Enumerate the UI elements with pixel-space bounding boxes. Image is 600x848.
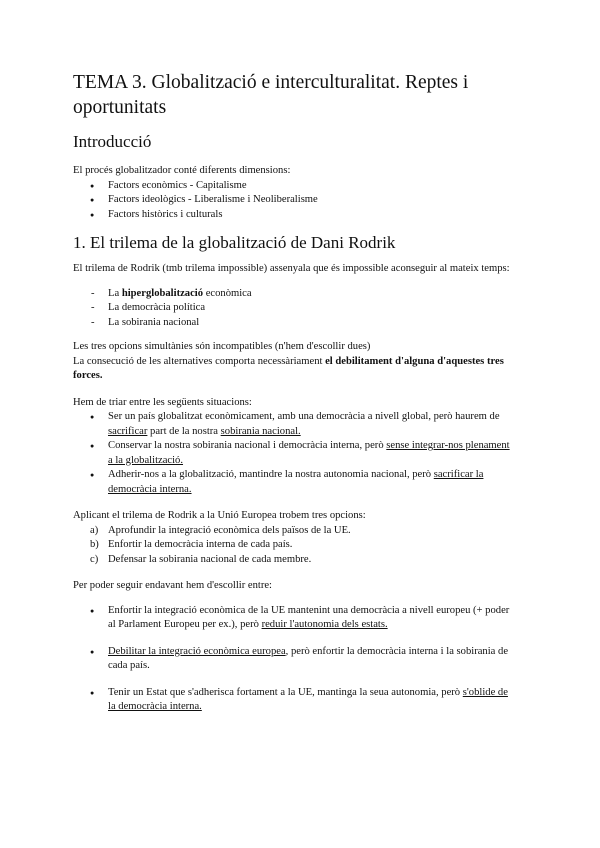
list-item: b) Enfortir la democràcia interna de cada país. [90,539,293,550]
list-item: - La sobirania nacional [73,316,513,331]
list-item: c) Defensar la sobirania nacional de cada membre. [90,553,312,565]
list-item: - La hiperglobalització econòmica [73,287,513,302]
paragraph: Aplicant el trilema de Rodrik a la Unió Europea trobem tres opcions: [73,510,366,521]
list-item: ● Adherir-nos a la globalització, mantindre la nostra autonomia nacional, però sacrificar la democràcia interna. [73,468,513,497]
paragraph: Hem de triar entre les següents situacions: [73,396,252,408]
list-item: - La democràcia política [73,301,513,316]
eu-options-list [73,524,513,568]
list-item: ● Tenir un Estat que s'adherisca fortament a la UE, mantinga la seua autonomia, però s'oblide de la democràcia interna. [73,686,513,715]
paragraph: Les tres opcions simultànies són incompatibles (n'hem d'escollir dues) [73,341,371,352]
paragraph: La consecució de les alternatives comporta necessàriament el debilitament d'alguna d'aquestes tres forces. [73,355,504,381]
list-item: ● Ser un país globalitzat econòmicament, amb una democràcia a nivell global, però haurem de sacrificar part de la nostra sobirania nacional. [73,410,513,439]
paragraph: El trilema de Rodrik (tmb trilema impossible) assenyala que és impossible aconseguir al mateix temps: [73,263,510,274]
trilemma-list [73,287,513,331]
list-item: a) Aprofundir la integració econòmica dels països de la UE. [90,524,351,536]
document-page [73,70,513,715]
intro-list [73,179,513,223]
choices-list [73,604,513,715]
list-item: ● Enfortir la integració econòmica de la UE mantenint una democràcia a nivell europeu (+ poder al Parlament Europeu per ex.), però reduir l'autonomia dels estats. [73,604,513,633]
list-item: ● Factors ideològics - Liberalisme i Neoliberalisme [73,193,513,208]
document-title: TEMA 3. Globalització e interculturalitat. Reptes i oportunitats [73,72,469,118]
section1-heading: 1. El trilema de la globalització de Dani Rodrik [73,233,396,252]
list-item: ● Debilitar la integració econòmica europea, però enfortir la democràcia interna i la sobirania de cada país. [73,645,513,674]
situations-list [73,410,513,497]
paragraph: Per poder seguir endavant hem d'escollir entre: [73,580,273,591]
list-item: ● Factors històrics i culturals [73,208,513,223]
intro-lead: El procés globalitzador conté diferents dimensions: [73,165,291,176]
list-item: ● Factors econòmics - Capitalisme [73,179,513,194]
intro-heading: Introducció [73,132,152,151]
list-item: ● Conservar la nostra sobirania nacional i democràcia interna, però sense integrar-nos plenament a la globalització. [73,439,513,468]
